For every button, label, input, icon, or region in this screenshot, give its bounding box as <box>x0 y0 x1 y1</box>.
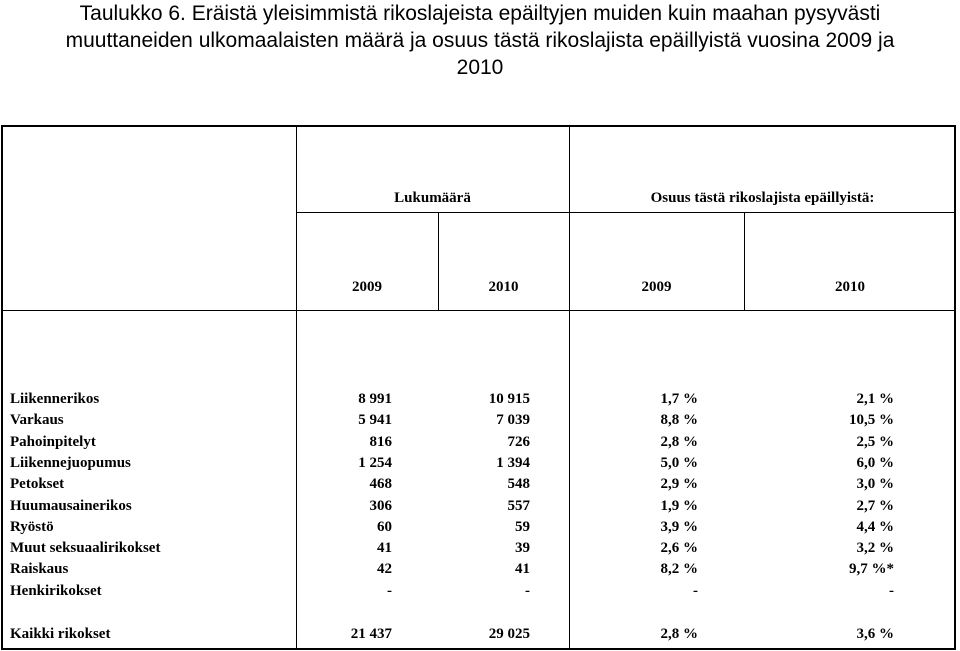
header-share: Osuus tästä rikoslajista epäillyistä: <box>650 190 875 206</box>
row-count-2009: 5 941 <box>358 412 392 428</box>
row-share-2009: 2,6 % <box>660 540 698 556</box>
row-label: Henkirikokset <box>10 583 102 599</box>
row-count-2010: 59 <box>515 519 530 535</box>
row-label: Muut seksuaalirikokset <box>10 540 161 556</box>
row-share-2010: 6,0 % <box>856 455 894 471</box>
row-count-2009: - <box>387 583 392 599</box>
total-count-2010: 29 025 <box>488 626 530 642</box>
row-label: Ryöstö <box>10 519 54 535</box>
row-count-2010: 726 <box>507 434 530 450</box>
row-share-2010: 10,5 % <box>849 412 894 428</box>
total-count-2009: 21 437 <box>350 626 392 642</box>
header-count: Lukumäärä <box>394 190 471 206</box>
total-label: Kaikki rikokset <box>10 626 111 642</box>
row-count-2009: 60 <box>377 519 392 535</box>
row-share-2009: 8,8 % <box>660 412 698 428</box>
header-year-count-2010: 2010 <box>488 279 519 295</box>
row-count-2010: 41 <box>515 561 530 577</box>
row-count-2009: 816 <box>369 434 392 450</box>
row-share-2009: 2,9 % <box>660 476 698 492</box>
row-share-2009: 2,8 % <box>660 434 698 450</box>
total-share-2010: 3,6 % <box>856 626 894 642</box>
row-share-2009: - <box>693 583 698 599</box>
grid-line-horizontal <box>1 310 956 311</box>
header-year-share-2010: 2010 <box>835 279 865 295</box>
row-share-2010: 9,7 %* <box>849 561 894 577</box>
row-share-2009: 3,9 % <box>660 519 698 535</box>
title-line-1: Taulukko 6. Eräistä yleisimmistä rikoslajeista epäiltyjen muiden kuin maahan pysyvästi <box>79 2 881 25</box>
row-count-2010: - <box>525 583 530 599</box>
table-title <box>0 0 960 81</box>
row-count-2009: 42 <box>377 561 392 577</box>
row-share-2009: 5,0 % <box>660 455 698 471</box>
grid-line-horizontal <box>296 212 956 213</box>
total-share-2009: 2,8 % <box>660 626 698 642</box>
row-count-2010: 10 915 <box>488 391 530 407</box>
row-share-2010: 2,1 % <box>856 391 894 407</box>
row-count-2009: 41 <box>377 540 392 556</box>
row-label: Liikennerikos <box>10 391 100 407</box>
row-count-2010: 7 039 <box>496 412 530 428</box>
row-label: Huumausainerikos <box>10 498 132 514</box>
row-count-2010: 1 394 <box>496 455 530 471</box>
row-label: Petokset <box>10 476 65 492</box>
row-share-2010: 3,0 % <box>856 476 894 492</box>
row-share-2009: 8,2 % <box>660 561 698 577</box>
row-share-2009: 1,9 % <box>660 498 698 514</box>
header-year-share-2009: 2009 <box>641 279 672 295</box>
row-count-2010: 548 <box>507 476 530 492</box>
row-share-2010: 3,2 % <box>856 540 894 556</box>
row-count-2010: 557 <box>507 498 530 514</box>
row-count-2009: 1 254 <box>358 455 392 471</box>
row-count-2009: 468 <box>369 476 392 492</box>
row-share-2010: - <box>889 583 894 599</box>
row-count-2010: 39 <box>515 540 530 556</box>
title-line-3: 2010 <box>456 56 504 79</box>
row-label: Varkaus <box>10 412 64 428</box>
row-label: Liikennejuopumus <box>10 455 131 471</box>
row-share-2010: 2,7 % <box>856 498 894 514</box>
row-label: Raiskaus <box>10 561 69 577</box>
row-share-2010: 2,5 % <box>856 434 894 450</box>
header-year-count-2009: 2009 <box>352 279 382 295</box>
row-share-2010: 4,4 % <box>856 519 894 535</box>
title-line-2: muuttaneiden ulkomaalaisten määrä ja osuus tästä rikoslajista epäillyistä vuosina 2009 ja <box>65 29 895 52</box>
row-count-2009: 8 991 <box>358 391 392 407</box>
row-share-2009: 1,7 % <box>660 391 698 407</box>
row-count-2009: 306 <box>369 498 392 514</box>
row-label: Pahoinpitelyt <box>10 434 96 450</box>
